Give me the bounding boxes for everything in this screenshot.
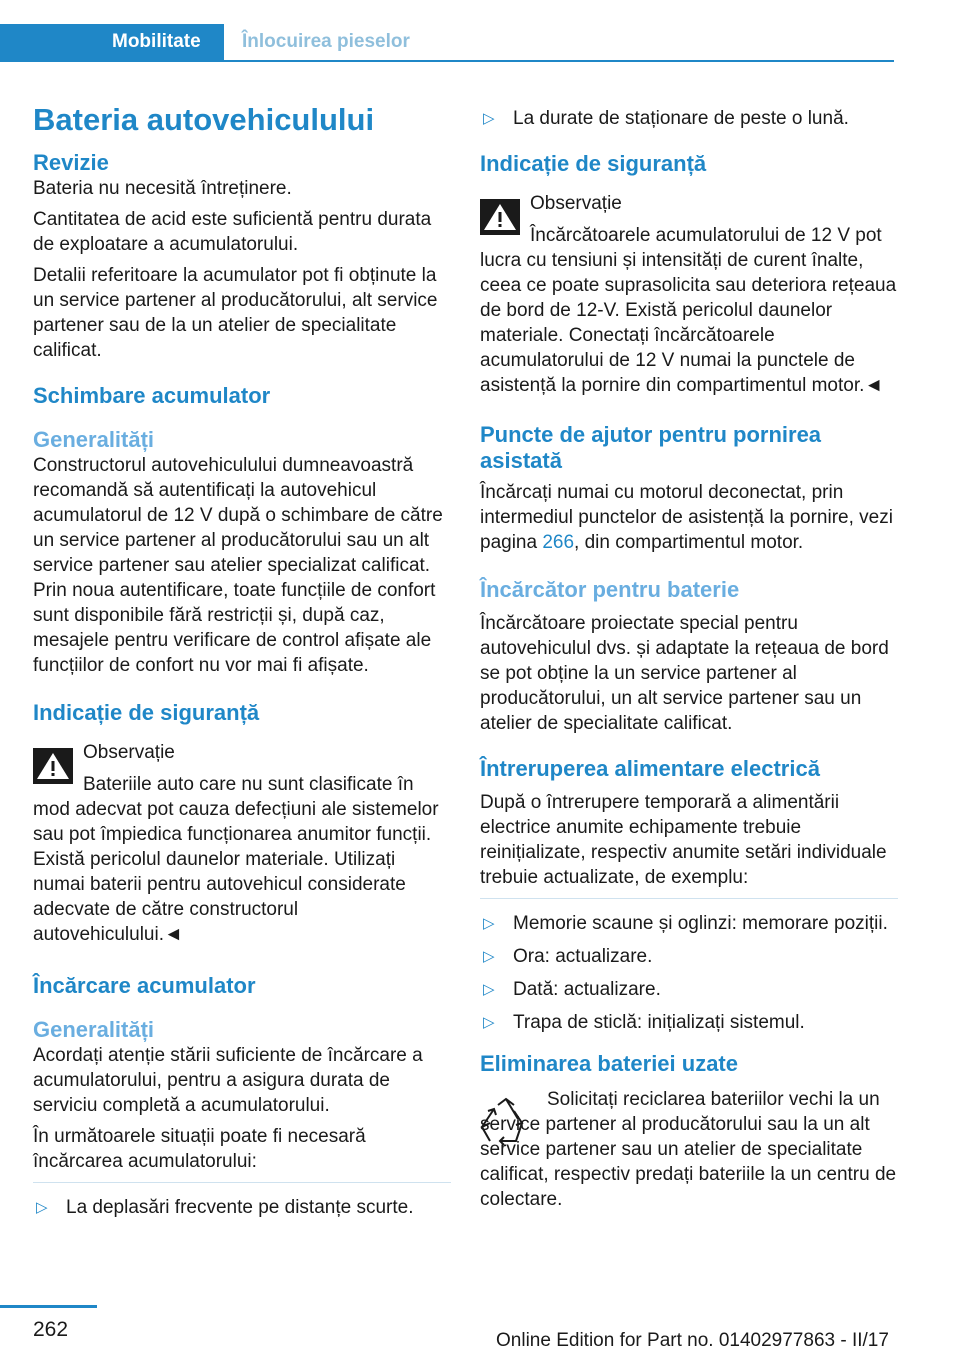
- incarcator-text: Încărcătoare proiectate special pentru autovehiculul dvs. și adaptate la rețeaua de bord se pot obține la un service partener al producătorului, un alt service partener sau un atelier de specialitate calificat.: [480, 613, 889, 734]
- recycle-block: [480, 1087, 898, 1212]
- incarcare-list: [33, 1195, 451, 1220]
- incarcare-p2: În următoarele situații poate fi necesară încărcarea acumulatorului:: [33, 1126, 366, 1172]
- triangle-bullet-icon: [483, 944, 495, 969]
- intrerupere-text: După o întrerupere temporară a alimentării electrice anumite echipamente trebuie reinițializate, respectiv anumite setări individuale trebuie actualizate, de exemplu:: [480, 792, 887, 888]
- puncte-text: Încărcați numai cu motorul deconectat, prin intermediul punctelor de asistență la pornire, vezi pagina 266, din compartimentul motor.: [480, 482, 893, 553]
- eliminare-text: Solicitați reciclarea bateriilor vechi la un service partener al producătorului sau la un alt service partener sau un atelier de specialitate calificat, respectiv predați bateriile la un centru de colectare.: [480, 1089, 897, 1210]
- revizie-heading: Revizie: [33, 150, 109, 175]
- warning-text-right: Încărcătoarele acumulatorului de 12 V pot lucra cu tensiuni și intensități de curent înalte, ceea ce poate suprasolicita sau deteriora rețeaua de bord de 12-V. Există pericolul daunelor materiale. Conectați încărcătoarele acumulatorului de 12 V numai la punctele de asistență la pornire din compartimentul motor.◄: [480, 225, 897, 396]
- incarcare-subheading: Generalități: [33, 1017, 155, 1042]
- revizie-p1: Bateria nu necesită întreținere.: [33, 178, 292, 199]
- list-item: ▷ Ora: actualizare.: [480, 944, 898, 969]
- siguranta-heading-left: Indicație de siguranță: [33, 700, 260, 725]
- list-separator: [480, 898, 898, 899]
- tab-inlocuirea-pieselor-label: Înlocuirea pieselor: [242, 31, 410, 52]
- triangle-bullet-icon: [36, 1195, 48, 1220]
- schimbare-heading: Schimbare acumulator: [33, 383, 271, 408]
- triangle-bullet-icon: [483, 1010, 495, 1035]
- page-number: 262: [33, 1318, 69, 1341]
- page-link-266[interactable]: 266: [542, 532, 575, 553]
- header-bar: [0, 0, 960, 62]
- list-item: ▷ La durate de staționare de peste o lună.: [480, 106, 898, 131]
- siguranta-heading-right: Indicație de siguranță: [480, 151, 707, 176]
- triangle-bullet-icon: [483, 977, 495, 1002]
- schimbare-p1: Constructorul autovehiculului dumneavoastră recomandă să autentificați la autovehicul acumulatorul de 12 V după o schimbare de către un service partener al producătorului sau un alt service partener sau atelier specializat calificat. Prin noua autentificare, toate funcțiile de confort sunt disponibile fără restricții și, după caz, mesajele pentru verificare de control afișate ale funcțiilor de confort nu vor mai fi afișate.: [33, 455, 443, 676]
- page-number-rule: [0, 1305, 97, 1308]
- eliminare-heading: Eliminarea bateriei uzate: [480, 1051, 738, 1076]
- tab-inlocuirea-pieselor[interactable]: [224, 24, 894, 62]
- page-title: Bateria autovehiculului: [33, 102, 375, 137]
- list-item: ▷ La deplasări frecvente pe distanțe scurte.: [33, 1195, 451, 1220]
- puncte-heading: Puncte de ajutor pentru pornirea asistată: [480, 422, 822, 473]
- list-separator: [33, 1182, 451, 1183]
- footer-edition: Online Edition for Part no. 01402977863 - II/17: [496, 1330, 889, 1351]
- recycle-icon: [480, 1097, 532, 1147]
- intrerupere-list: [480, 911, 898, 1035]
- list-item: ▷ Memorie scaune și oglinzi: memorare poziții.: [480, 911, 898, 936]
- right-column: [480, 96, 898, 1218]
- warning-text-left: Bateriile auto care nu sunt clasificate în mod adecvat pot cauza defecțiuni ale sistemelor sau pot împiedica funcționarea anumitor funcții. Există pericolul daunelor materiale. Utilizați numai baterii pentru autovehicul considerate adecvate de către constructorul autovehiculului.◄: [33, 774, 439, 945]
- incarcare-heading: Încărcare acumulator: [33, 973, 256, 998]
- triangle-bullet-icon: [483, 911, 495, 936]
- list-item: ▷ Dată: actualizare.: [480, 977, 898, 1002]
- warning-block-left: [33, 740, 451, 947]
- warning-observatie-left: Observație: [83, 742, 175, 763]
- left-column: [33, 96, 451, 1228]
- warning-block-right: [480, 191, 898, 398]
- tab-mobilitate-label: Mobilitate: [112, 31, 201, 52]
- warning-triangle-icon: [480, 199, 520, 235]
- incarcare-p1: Acordați atenție stării suficiente de încărcare a acumulatorului, pentru a asigura durata de serviciu completă a acumulatorului.: [33, 1045, 423, 1116]
- list-item: ▷ Trapa de sticlă: inițializați sistemul.: [480, 1010, 898, 1035]
- incarcator-heading: Încărcător pentru baterie: [480, 577, 740, 602]
- revizie-p2: Cantitatea de acid este suficientă pentru durata de exploatare a acumulatorului.: [33, 209, 432, 255]
- warning-observatie-right: Observație: [530, 193, 622, 214]
- warning-triangle-icon: [33, 748, 73, 784]
- revizie-p3: Detalii referitoare la acumulator pot fi obținute la un service partener al producătorului, alt service partener sau de la un atelier de specialitate calificat.: [33, 265, 438, 361]
- intrerupere-heading: Întreruperea alimentare electrică: [480, 756, 820, 781]
- tab-mobilitate[interactable]: [0, 24, 224, 62]
- incarcare-list-continued: [480, 106, 898, 131]
- triangle-bullet-icon: [483, 106, 495, 131]
- schimbare-subheading: Generalități: [33, 427, 155, 452]
